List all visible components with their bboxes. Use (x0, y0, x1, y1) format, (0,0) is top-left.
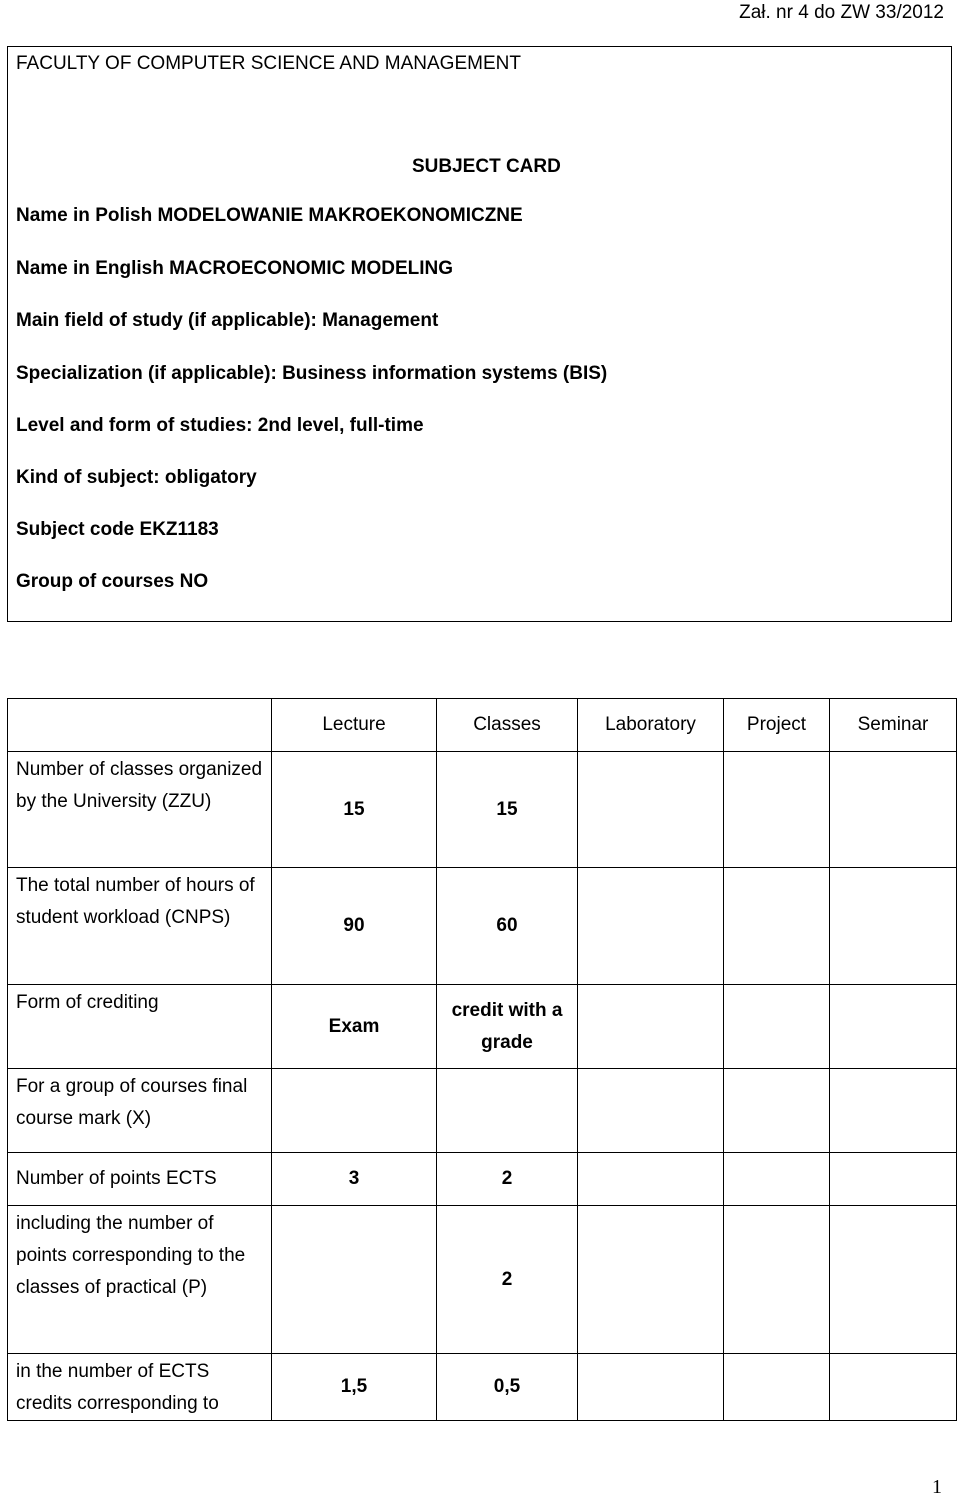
faculty-name: FACULTY OF COMPUTER SCIENCE AND MANAGEMENT (16, 53, 521, 74)
info-field-of-study (16, 310, 438, 332)
cell-classes: 0,5 (437, 1354, 578, 1421)
header-project: Project (724, 699, 830, 752)
cell-project (724, 1069, 830, 1153)
info-group-of-courses (16, 571, 208, 593)
info-label: Group of courses (16, 571, 175, 592)
table-row (8, 1153, 957, 1206)
subject-header-box (7, 46, 952, 622)
table-row (8, 1354, 957, 1421)
info-value: Management (322, 310, 439, 331)
cell-laboratory (578, 1206, 724, 1354)
header-lecture: Lecture (272, 699, 437, 752)
cell-seminar (830, 1354, 957, 1421)
info-value: 2nd level, full-time (257, 415, 424, 436)
info-label: Subject code (16, 519, 135, 540)
table-header-row (8, 699, 957, 752)
cell-project (724, 752, 830, 868)
cell-lecture: 1,5 (272, 1354, 437, 1421)
row-label: The total number of hours of student workload (CNPS) (8, 868, 272, 985)
info-level-form (16, 415, 424, 437)
row-label: in the number of ECTS credits corresponding to (8, 1354, 272, 1421)
page-number: 1 (932, 1476, 942, 1498)
info-label: Specialization (if applicable): (16, 363, 277, 384)
cell-lecture (272, 1069, 437, 1153)
cell-project (724, 1153, 830, 1206)
cell-laboratory (578, 1069, 724, 1153)
cell-project (724, 868, 830, 985)
table-row (8, 752, 957, 868)
cell-classes: 15 (437, 752, 578, 868)
cell-laboratory (578, 1354, 724, 1421)
header-laboratory: Laboratory (578, 699, 724, 752)
header-seminar: Seminar (830, 699, 957, 752)
cell-seminar (830, 1069, 957, 1153)
cell-laboratory (578, 752, 724, 868)
info-specialization (16, 363, 607, 385)
cell-seminar (830, 1206, 957, 1354)
info-label: Level and form of studies: (16, 415, 253, 436)
table-row (8, 985, 957, 1069)
table-row (8, 1069, 957, 1153)
cell-seminar (830, 752, 957, 868)
row-label: Form of crediting (8, 985, 272, 1069)
row-label: Number of points ECTS (8, 1153, 272, 1206)
info-value: NO (179, 571, 209, 592)
info-value: MODELOWANIE MAKROEKONOMICZNE (157, 205, 523, 226)
cell-lecture: 3 (272, 1153, 437, 1206)
info-value: EKZ1183 (139, 519, 219, 540)
info-name-polish (16, 205, 523, 227)
row-label: Number of classes organized by the University (ZZU) (8, 752, 272, 868)
cell-seminar (830, 985, 957, 1069)
info-label: Main field of study (if applicable): (16, 310, 317, 331)
course-hours-table (7, 698, 957, 1421)
cell-seminar (830, 868, 957, 985)
cell-lecture: Exam (272, 985, 437, 1069)
cell-classes: 60 (437, 868, 578, 985)
cell-laboratory (578, 1153, 724, 1206)
cell-laboratory (578, 868, 724, 985)
document-reference: Zał. nr 4 do ZW 33/2012 (739, 2, 944, 23)
header-classes: Classes (437, 699, 578, 752)
table-corner-cell (8, 699, 272, 752)
info-subject-code (16, 519, 219, 541)
info-name-english (16, 258, 453, 280)
info-kind-of-subject (16, 467, 257, 489)
cell-lecture (272, 1206, 437, 1354)
card-title: SUBJECT CARD (412, 156, 561, 177)
cell-seminar (830, 1153, 957, 1206)
info-value: obligatory (164, 467, 257, 488)
info-value: MACROECONOMIC MODELING (169, 258, 454, 279)
cell-classes (437, 1069, 578, 1153)
info-value: Business information systems (BIS) (282, 363, 608, 384)
row-label: For a group of courses final course mark (X) (8, 1069, 272, 1153)
info-label: Kind of subject: (16, 467, 160, 488)
row-label: including the number of points corresponding to the classes of practical (P) (8, 1206, 272, 1354)
cell-lecture: 90 (272, 868, 437, 985)
cell-classes: credit with a grade (437, 985, 578, 1069)
info-label: Name in Polish (16, 205, 153, 226)
cell-project (724, 1354, 830, 1421)
cell-laboratory (578, 985, 724, 1069)
table-row (8, 1206, 957, 1354)
table-row (8, 868, 957, 985)
info-label: Name in English (16, 258, 164, 279)
cell-project (724, 985, 830, 1069)
cell-classes: 2 (437, 1153, 578, 1206)
cell-project (724, 1206, 830, 1354)
cell-lecture: 15 (272, 752, 437, 868)
cell-classes: 2 (437, 1206, 578, 1354)
